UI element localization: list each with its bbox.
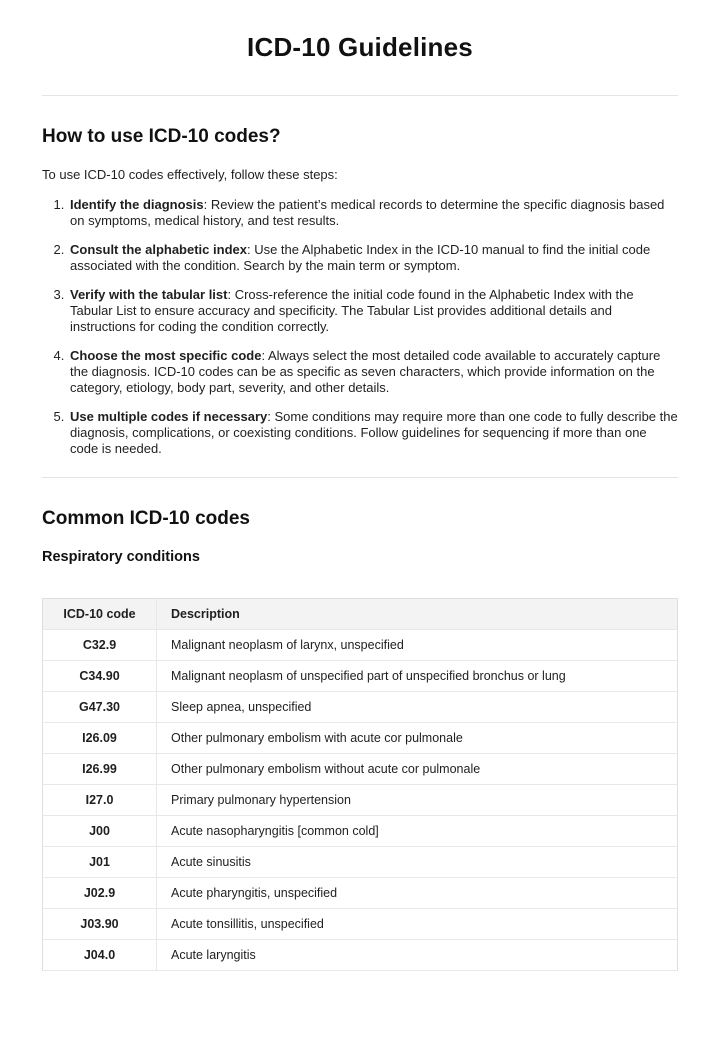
description-cell: Other pulmonary embolism without acute cor pulmonale bbox=[157, 754, 678, 785]
how-to-step-item bbox=[68, 348, 678, 396]
how-to-step-item bbox=[68, 242, 678, 274]
how-to-steps-list bbox=[42, 197, 678, 457]
table-row bbox=[43, 692, 678, 723]
code-cell: I26.09 bbox=[43, 723, 157, 754]
code-cell: I27.0 bbox=[43, 785, 157, 816]
step-label: Identify the diagnosis bbox=[70, 197, 204, 212]
table-row bbox=[43, 816, 678, 847]
section-divider bbox=[42, 95, 678, 96]
step-text: : Cross-reference the initial code found in the Alphabetic Index with the Tabular List to ensure accuracy and specificity. The Tabular List provides additional details and instructions for coding the condition correctly. bbox=[70, 287, 634, 334]
description-cell: Other pulmonary embolism with acute cor pulmonale bbox=[157, 723, 678, 754]
code-cell: J00 bbox=[43, 816, 157, 847]
description-cell: Malignant neoplasm of larynx, unspecified bbox=[157, 630, 678, 661]
code-cell: G47.30 bbox=[43, 692, 157, 723]
description-cell: Acute pharyngitis, unspecified bbox=[157, 878, 678, 909]
how-to-intro: To use ICD-10 codes effectively, follow these steps: bbox=[42, 167, 338, 182]
description-cell: Acute tonsillitis, unspecified bbox=[157, 909, 678, 940]
table-header-row bbox=[43, 599, 678, 630]
code-cell: J01 bbox=[43, 847, 157, 878]
column-header-description: Description bbox=[157, 599, 678, 630]
table-row bbox=[43, 723, 678, 754]
description-cell: Malignant neoplasm of unspecified part of unspecified bronchus or lung bbox=[157, 661, 678, 692]
description-cell: Acute nasopharyngitis [common cold] bbox=[157, 816, 678, 847]
code-cell: C32.9 bbox=[43, 630, 157, 661]
table-row bbox=[43, 940, 678, 971]
code-cell: C34.90 bbox=[43, 661, 157, 692]
description-cell: Acute laryngitis bbox=[157, 940, 678, 971]
description-cell: Sleep apnea, unspecified bbox=[157, 692, 678, 723]
table-row bbox=[43, 785, 678, 816]
table-row bbox=[43, 754, 678, 785]
step-text: : Use the Alphabetic Index in the ICD-10 manual to find the initial code associated with the condition. Search by the main term or symptom. bbox=[70, 242, 651, 273]
code-cell: I26.99 bbox=[43, 754, 157, 785]
table-row bbox=[43, 878, 678, 909]
how-to-heading: How to use ICD-10 codes? bbox=[42, 126, 281, 147]
description-cell: Primary pulmonary hypertension bbox=[157, 785, 678, 816]
table-row bbox=[43, 909, 678, 940]
step-label: Verify with the tabular list bbox=[70, 287, 228, 302]
column-header-code: ICD-10 code bbox=[43, 599, 157, 630]
step-text: : Always select the most detailed code available to accurately capture the diagnosis. ICD-10 codes can be as specific as seven characters, which provide information on the category, etiology, body part, severity, and other details. bbox=[70, 348, 661, 395]
code-cell: J03.90 bbox=[43, 909, 157, 940]
code-cell: J04.0 bbox=[43, 940, 157, 971]
table-row bbox=[43, 661, 678, 692]
step-label: Consult the alphabetic index bbox=[70, 242, 247, 257]
common-codes-heading: Common ICD-10 codes bbox=[42, 508, 250, 529]
table-row bbox=[43, 630, 678, 661]
how-to-step-item bbox=[68, 409, 678, 457]
description-cell: Acute sinusitis bbox=[157, 847, 678, 878]
code-cell: J02.9 bbox=[43, 878, 157, 909]
step-label: Choose the most specific code bbox=[70, 348, 262, 363]
document-title: ICD-10 Guidelines bbox=[247, 32, 473, 62]
step-label: Use multiple codes if necessary bbox=[70, 409, 268, 424]
how-to-step-item bbox=[68, 197, 678, 229]
table-row bbox=[43, 847, 678, 878]
section-divider bbox=[42, 477, 678, 478]
respiratory-conditions-subheading: Respiratory conditions bbox=[42, 549, 200, 565]
icd10-codes-table bbox=[42, 598, 678, 971]
how-to-step-item bbox=[68, 287, 678, 335]
document-page bbox=[0, 30, 720, 971]
step-text: : Some conditions may require more than one code to fully describe the diagnosis, complications, or coexisting conditions. Follow guidelines for sequencing if more than one code is needed. bbox=[70, 409, 678, 456]
step-text: : Review the patient’s medical records to determine the specific diagnosis based on symptoms, medical history, and test results. bbox=[70, 197, 665, 228]
